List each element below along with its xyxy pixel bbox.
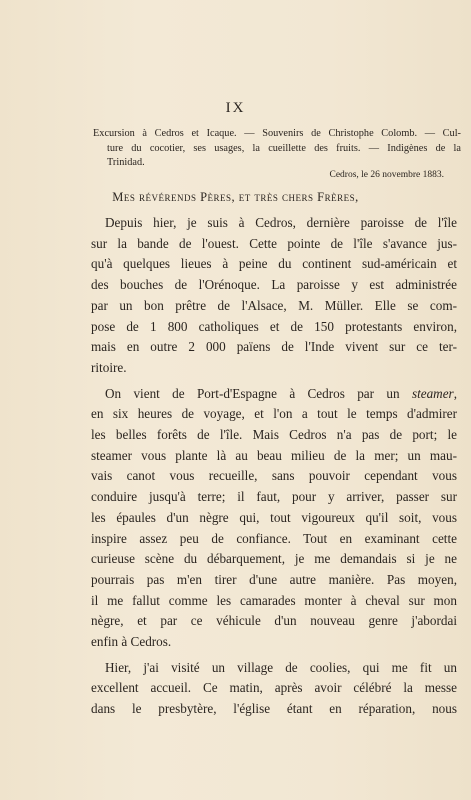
paragraph-2 [91,384,457,653]
summary-line: ture du cocotier, ses usages, la cueillette des fruits. — Indigènes de la [107,142,461,154]
text-line: excellent accueil. Ce matin, après avoir célébré la messe [91,680,457,696]
paragraph-3 [91,658,457,720]
letter-body [91,213,457,720]
text-line: sur la bande de l'ouest. Cette pointe de l'île s'avance jus- [91,235,457,251]
text-line [105,384,457,405]
text-line: steamer vous plante là au beau milieu de la mer; un mau- [91,447,457,463]
text-line: par un bon prêtre de l'Alsace, M. Müller. Elle se com- [91,297,457,313]
text-line: mais en outre 2 000 païens de l'Inde vivent sur ce ter- [91,339,457,355]
letter-salutation: Mes révérends Pères, et très chers Frères, [112,190,359,204]
text-line: les épaules d'un nègre qui, tout vigoureux qu'il soit, vous [91,509,457,525]
paragraph-1 [91,213,457,379]
text-line: curieuse scène du débarquement, je me demandais si je ne [91,551,457,567]
text-line: pourrais pas m'en tirer d'une autre manière. Pas moyen, [91,571,457,587]
text-line: pose de 1 800 catholiques et de 150 protestants environ, [91,318,457,334]
text-line: les belles forêts de l'île. Mais Cedros n'a pas de port; le [91,427,457,443]
text-line: des bouches de l'Orénoque. La paroisse y est administrée [91,277,457,293]
text-line: conduire jusqu'à terre; il faut, pour y arriver, passer sur [91,489,457,505]
text-line: inspire assez peu de confiance. Tout en examinant cette [91,530,457,546]
text-line: enfin à Cedros. [91,634,172,650]
text-line: en six heures de voyage, et l'on a tout le temps d'admirer [91,406,457,422]
letter-dateline: Cedros, le 26 novembre 1883. [329,170,444,180]
text-line: Depuis hier, je suis à Cedros, dernière paroisse de l'île [105,215,457,230]
text-line: vais canot vous recueille, sans pouvoir cependant vous [91,468,457,484]
summary-line: Trinidad. [107,157,145,168]
italic-word: steamer [411,385,454,401]
text-run: On vient de Port-d'Espagne à Cedros par un [105,385,412,401]
text-line: qu'à quelques lieues à peine du continent sud-américain et [91,256,457,272]
chapter-number: IX [225,100,246,116]
text-line: dans le presbytère, l'église étant en réparation, nous [91,701,457,717]
text-run: , [453,385,457,401]
chapter-summary [93,127,461,171]
text-line: ritoire. [91,359,127,375]
text-line: il me fallut comme les camarades monter à cheval sur mon [91,592,457,608]
text-line: Hier, j'ai visité un village de coolies, qui me fit un [105,659,457,675]
text-line: nègre, et par ce véhicule d'un nouveau genre j'abordai [91,613,457,629]
summary-line: Excursion à Cedros et Icaque. — Souvenirs de Christophe Colomb. — Cul- [93,128,461,139]
